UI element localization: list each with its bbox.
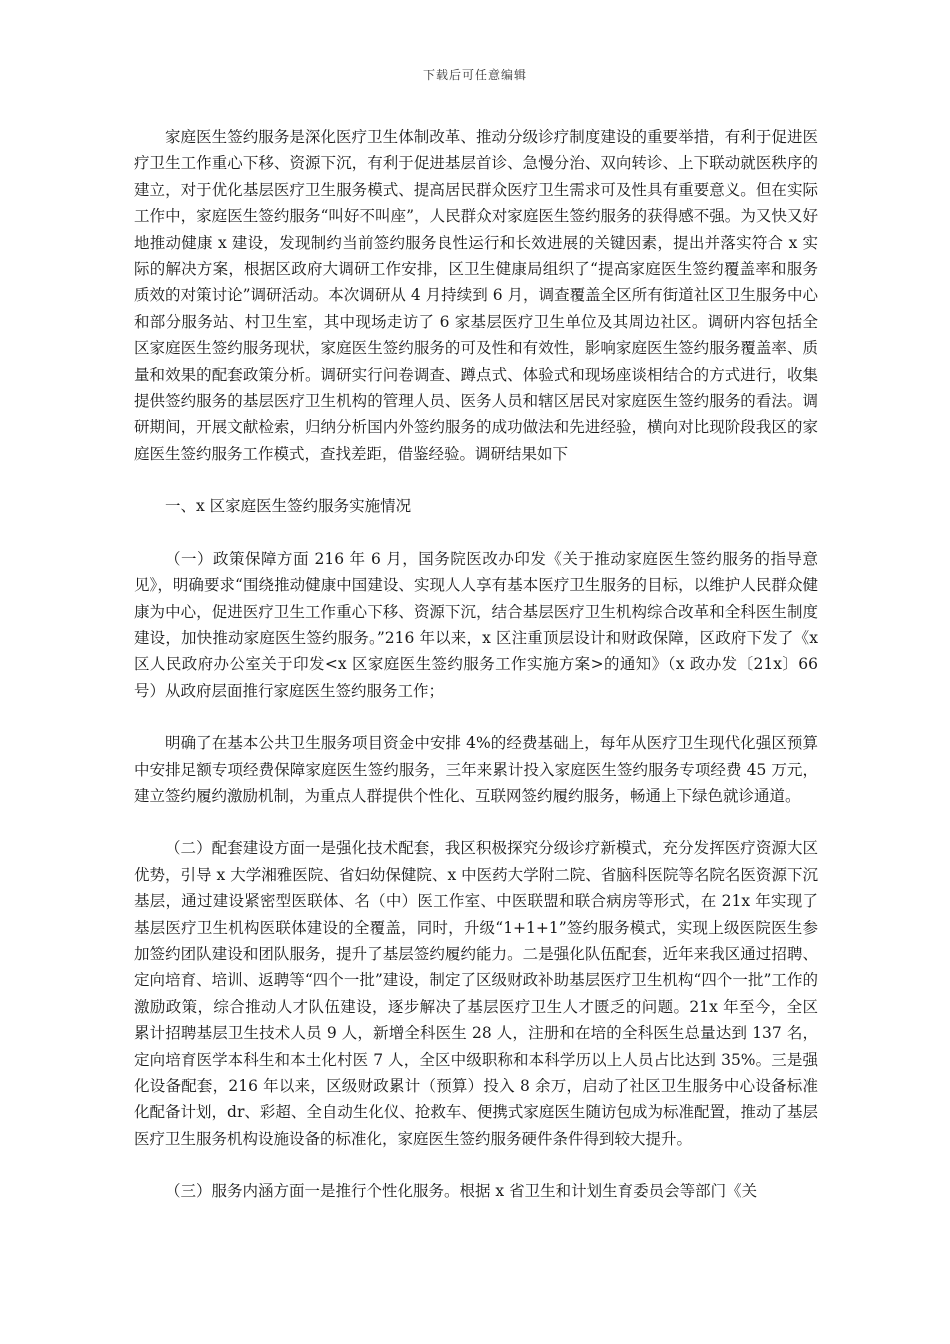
document-body — [134, 124, 818, 1231]
intro-paragraph: 家庭医生签约服务是深化医疗卫生体制改革、推动分级诊疗制度建设的重要举措，有利于促进医疗卫生工作重心下移、资源下沉，有利于促进基层首诊、急慢分治、双向转诊、上下联动就医秩序的建立，对于优化基层医疗卫生服务模式、提高居民群众医疗卫生需求可及性具有重要意义。但在实际工作中，家庭医生签约服务“叫好不叫座”，人民群众对家庭医生签约服务的获得感不强。为又快又好地推动健康 x 建设，发现制约当前签约服务良性运行和长效进展的关键因素，提出并落实符合 x 实际的解决方案，根据区政府大调研工作安排，区卫生健康局组织了“提高家庭医生签约覆盖率和服务质效的对策讨论”调研活动。本次调研从 4 月持续到 6 月，调查覆盖全区所有街道社区卫生服务中心和部分服务站、村卫生室，其中现场走访了 6 家基层医疗卫生单位及其周边社区。调研内容包括全区家庭医生签约服务现状，家庭医生签约服务的可及性和有效性，影响家庭医生签约服务覆盖率、质量和效果的配套政策分析。调研实行问卷调查、蹲点式、体验式和现场座谈相结合的方式进行，收集提供签约服务的基层医疗卫生机构的管理人员、医务人员和辖区居民对家庭医生签约服务的看法。调研期间，开展文献检索，归纳分析国内外签约服务的成功做法和先进经验，横向对比现阶段我区的家庭医生签约服务工作模式，查找差距，借鉴经验。调研结果如下 — [134, 128, 818, 463]
page-header-note: 下载后可任意编辑 — [422, 68, 527, 82]
service-connotation-paragraph: （三）服务内涵方面一是推行个性化服务。根据 x 省卫生和计划生育委员会等部门《关 — [165, 1182, 758, 1201]
funding-paragraph: 明确了在基本公共卫生服务项目资金中安排 4%的经费基础上，每年从医疗卫生现代化强区预算中安排足额专项经费保障家庭医生签约服务，三年来累计投入家庭医生签约服务专项经费 45 万元，建立签约履约激励机制，为重点人群提供个性化、互联网签约履约服务，畅通上下绿色就诊通道。 — [134, 734, 818, 805]
supporting-construction-paragraph: （二）配套建设方面一是强化技术配套，我区积极探究分级诊疗新模式，充分发挥医疗资源大区优势，引导 x 大学湘雅医院、省妇幼保健院、x 中医药大学附二院、省脑科医院等名院名医资源下沉基层，通过建设紧密型医联体、名（中）医工作室、中医联盟和联合病房等形式，在 21x 年实现了基层医疗卫生机构医联体建设的全覆盖，同时，升级“1+1+1”签约服务模式，实现上级医院医生参加签约团队建设和团队服务，提升了基层签约履约能力。二是强化队伍配套，近年来我区通过招聘、定向培育、培训、返聘等“四个一批”建设，制定了区级财政补助基层医疗卫生机构“四个一批”工作的激励政策，综合推动人才队伍建设，逐步解决了基层医疗卫生人才匮乏的问题。21x 年至今，全区累计招聘基层卫生技术人员 9 人，新增全科医生 28 人，注册和在培的全科医生总量达到 137 名，定向培育医学本科生和本土化村医 7 人，全区中级职称和本科学历以上人员占比达到 35%。三是强化设备配套，216 年以来，区级财政累计（预算）投入 8 余万，启动了社区卫生服务中心设备标准化配备计划，dr、彩超、全自动生化仪、抢救车、便携式家庭医生随访包成为标准配置，推动了基层医疗卫生服务机构设施设备的标准化，家庭医生签约服务硬件条件得到较大提升。 — [134, 839, 818, 1148]
section-heading: 一、x 区家庭医生签约服务实施情况 — [165, 497, 412, 516]
policy-paragraph: （一）政策保障方面 216 年 6 月，国务院医改办印发《关于推动家庭医生签约服务的指导意见》，明确要求“围绕推动健康中国建设、实现人人享有基本医疗卫生服务的目标，以维护人民群众健康为中心，促进医疗卫生工作重心下移、资源下沉，结合基层医疗卫生机构综合改革和全科医生制度建设，加快推动家庭医生签约服务。”216 年以来，x 区注重顶层设计和财政保障，区政府下发了《x 区人民政府办公室关于印发<x 区家庭医生签约服务工作实施方案>的通知》（x 政办发〔21x〕66 号）从政府层面推行家庭医生签约服务工作； — [134, 549, 818, 700]
